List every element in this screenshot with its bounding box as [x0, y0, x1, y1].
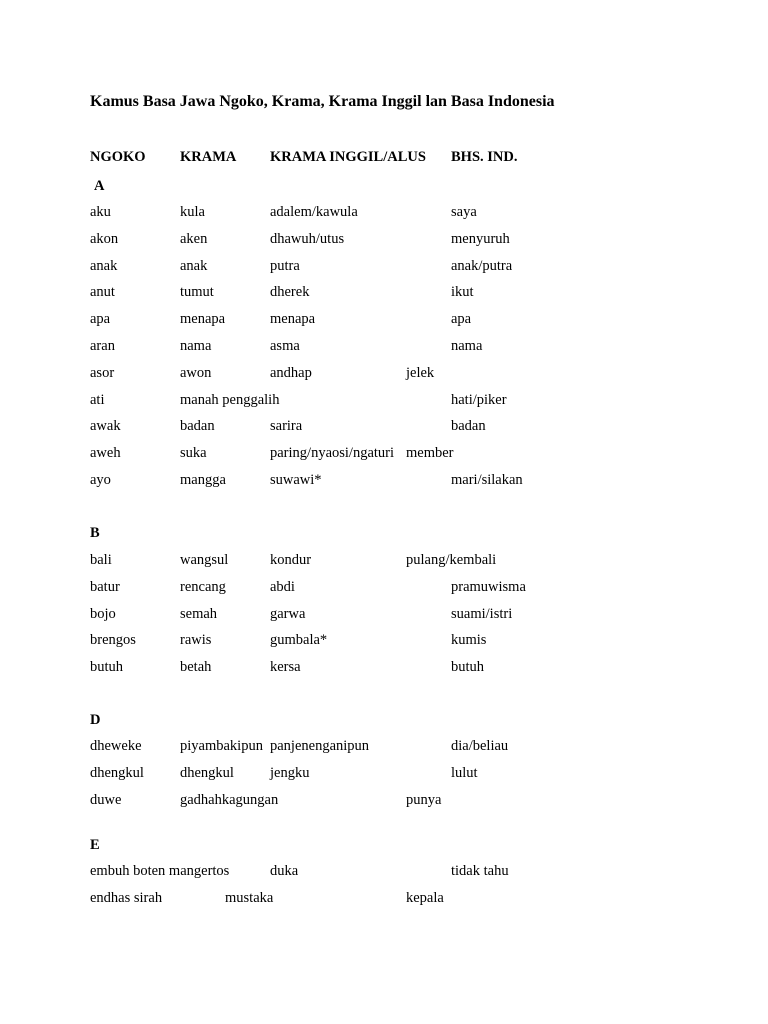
entry-ngoko: ayo — [90, 472, 111, 488]
entry-bhs-ind: butuh — [451, 659, 485, 676]
header-bhs-ind: BHS. IND. — [451, 149, 518, 165]
entry-bhs-ind: mari/silakan — [451, 472, 523, 488]
header-krama: KRAMA — [180, 149, 237, 165]
entry-bhs-ind: kumis — [451, 632, 487, 649]
entry-krama: wangsul — [180, 552, 229, 568]
entry-krama-inggil: mustaka — [225, 889, 274, 906]
section-letter-b: B — [90, 525, 100, 541]
entry-ngoko: ati — [90, 391, 105, 408]
entry-krama: aken — [180, 230, 208, 247]
entry-krama-inggil: adalem/kawula — [270, 204, 358, 220]
entry-krama: awon — [180, 364, 212, 381]
entry-krama: betah — [180, 659, 212, 676]
entry-ngoko: bali — [90, 552, 112, 568]
entry-bhs-ind: badan — [451, 418, 486, 435]
entry-bhs-ind: apa — [451, 311, 472, 328]
section-letter-e: E — [90, 837, 100, 853]
entry-extra: punya — [406, 791, 442, 808]
entry-bhs-ind: saya — [451, 204, 477, 220]
entry-ngoko: embuh boten mangertos — [90, 863, 230, 879]
entry-krama: tumut — [180, 284, 214, 301]
entry-krama-inggil: andhap — [270, 364, 312, 381]
entry-krama-inggil: kondur — [270, 552, 312, 568]
entry-krama-inggil: menapa — [270, 311, 316, 328]
entry-krama: kula — [180, 204, 205, 220]
entry-ngoko: aku — [90, 204, 111, 220]
entry-ngoko: aweh — [90, 445, 121, 462]
entry-ngoko: dhengkul — [90, 764, 144, 781]
entry-krama-inggil: abdi — [270, 578, 295, 595]
entry-ngoko: awak — [90, 418, 121, 435]
entry-bhs-ind: menyuruh — [451, 230, 510, 247]
entry-ngoko: brengos — [90, 632, 136, 649]
section-letter-d: D — [90, 712, 101, 728]
entry-bhs-ind: tidak tahu — [451, 863, 509, 879]
entry-krama: semah — [180, 605, 218, 622]
entry-extra: pulang/kembali — [406, 552, 497, 568]
entry-extra: jelek — [406, 364, 435, 381]
entry-krama-inggil: dhawuh/utus — [270, 230, 345, 247]
entry-krama-inggil: kersa — [270, 659, 301, 676]
entry-krama: rencang — [180, 578, 226, 595]
entry-ngoko: akon — [90, 230, 119, 247]
entry-krama-inggil: asma — [270, 338, 300, 354]
section-letter-a: A — [94, 178, 105, 194]
entry-krama-inggil: sarira — [270, 418, 303, 435]
entry-bhs-ind: anak/putra — [451, 257, 513, 274]
entry-bhs-ind: suami/istri — [451, 605, 513, 622]
entry-krama: dhengkul — [180, 764, 234, 781]
entry-krama: mangga — [180, 472, 226, 488]
entry-krama: badan — [180, 418, 215, 435]
entry-krama: gadhahkagungan — [180, 791, 279, 808]
entry-krama-inggil: panjenenganipun — [270, 738, 370, 754]
entry-krama: manah penggalih — [180, 391, 280, 408]
entry-krama-inggil: dherek — [270, 284, 310, 301]
entry-ngoko: anak — [90, 257, 118, 274]
entry-ngoko: endhas sirah — [90, 889, 163, 906]
header-ngoko: NGOKO — [90, 149, 146, 165]
entry-ngoko: anut — [90, 284, 115, 301]
entry-krama: suka — [180, 445, 207, 462]
entry-krama-inggil: gumbala* — [270, 632, 328, 649]
entry-bhs-ind: dia/beliau — [451, 738, 509, 754]
entry-krama-inggil: duka — [270, 863, 299, 879]
entry-krama-inggil: garwa — [270, 605, 306, 622]
entry-krama: menapa — [180, 311, 226, 328]
entry-ngoko: batur — [90, 578, 120, 595]
entry-bhs-ind: nama — [451, 338, 483, 354]
entry-ngoko: apa — [90, 311, 111, 328]
entry-krama: nama — [180, 338, 212, 354]
entry-extra: member — [406, 445, 454, 462]
entry-krama: piyambakipun — [180, 738, 263, 754]
entry-bhs-ind: lulut — [451, 764, 478, 781]
entry-krama-inggil: jengku — [270, 764, 310, 781]
entry-krama: rawis — [180, 632, 212, 649]
page-title: Kamus Basa Jawa Ngoko, Krama, Krama Inggil lan Basa Indonesia — [90, 93, 555, 110]
entry-krama-inggil: suwawi* — [270, 472, 322, 488]
entry-bhs-ind: hati/piker — [451, 391, 507, 408]
entry-krama-inggil: putra — [270, 257, 300, 274]
entry-bhs-ind: ikut — [451, 284, 474, 301]
entry-krama-inggil: paring/nyaosi/ngaturi — [270, 445, 395, 462]
header-krama-inggil: KRAMA INGGIL/ALUS — [270, 149, 426, 165]
entry-krama: anak — [180, 257, 208, 274]
entry-bhs-ind: pramuwisma — [451, 578, 526, 595]
entry-ngoko: aran — [90, 338, 115, 354]
entry-ngoko: butuh — [90, 659, 124, 676]
entry-ngoko: duwe — [90, 791, 122, 808]
entry-ngoko: dheweke — [90, 738, 142, 754]
entry-ngoko: bojo — [90, 605, 116, 622]
entry-ngoko: asor — [90, 364, 115, 381]
entry-extra: kepala — [406, 889, 444, 906]
